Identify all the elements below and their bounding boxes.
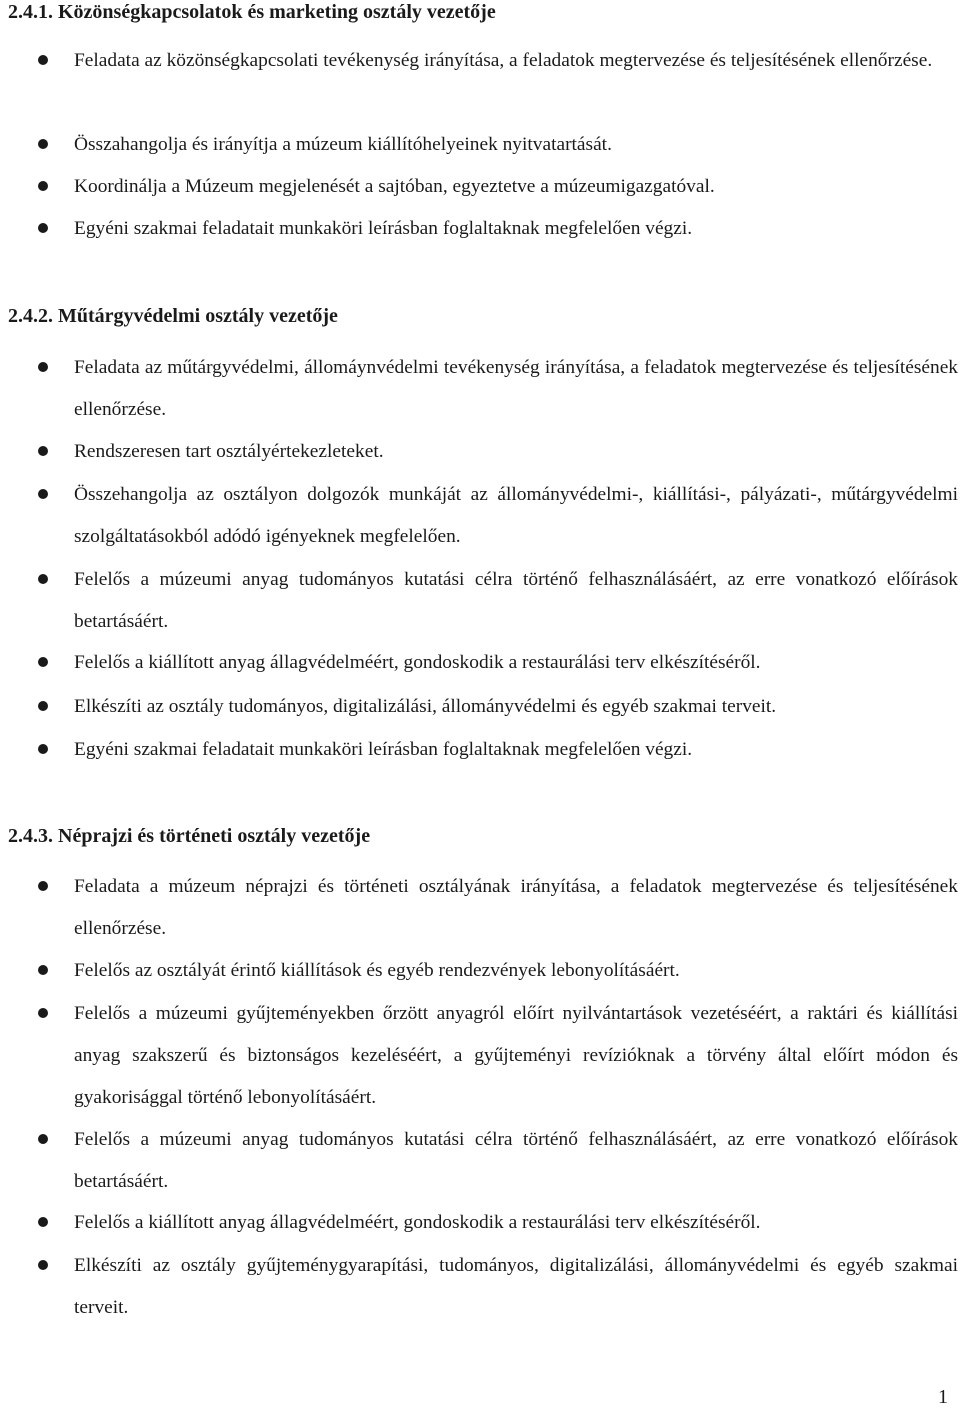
list-item: Elkészíti az osztály tudományos, digitalizálási, állományvédelmi és egyéb szakmai terveit. [74,686,958,728]
list-item: Felelős az osztályát érintő kiállítások és egyéb rendezvények lebonyolításáért. [74,950,958,992]
heading-number: 2.4.2. [8,305,53,327]
list-item: Egyéni szakmai feladatait munkaköri leírásban foglaltaknak megfelelően végzi. [74,208,958,250]
bullet-icon [38,574,48,584]
section-heading-2-4-1 [8,0,496,24]
bullet-icon [38,701,48,711]
list-item: Felelős a kiállított anyag állagvédelméért, gondoskodik a restaurálási terv elkészítéséről. [74,642,958,684]
list-item: Felelős a múzeumi anyag tudományos kutatási célra történő felhasználásáért, az erre vonatkozó előírások betartásáért. [74,559,958,643]
bullet-icon [38,55,48,65]
bullet-icon [38,744,48,754]
list-item: Felelős a kiállított anyag állagvédelméért, gondoskodik a restaurálási terv elkészítéséről. [74,1202,958,1244]
heading-title: Műtárgyvédelmi osztály vezetője [58,305,338,327]
list-item: Összahangolja és irányítja a múzeum kiállítóhelyeinek nyitvatartását. [74,124,958,166]
heading-number: 2.4.3. [8,825,53,847]
bullet-icon [38,489,48,499]
bullet-icon [38,223,48,233]
heading-title: Közönségkapcsolatok és marketing osztály vezetője [58,1,496,23]
heading-number: 2.4.1. [8,1,53,23]
list-item: Feladata a múzeum néprajzi és történeti osztályának irányítása, a feladatok megtervezése és teljesítésének ellenőrzése. [74,866,958,950]
list-item: Összehangolja az osztályon dolgozók munkáját az állományvédelmi-, kiállítási-, pályázati-, műtárgyvédelmi szolgáltatásokból adódó igényeknek megfelelően. [74,474,958,558]
list-item: Egyéni szakmai feladatait munkaköri leírásban foglaltaknak megfelelően végzi. [74,729,958,771]
bullet-icon [38,881,48,891]
bullet-icon [38,362,48,372]
bullet-icon [38,1260,48,1270]
bullet-icon [38,181,48,191]
list-item: Feladata az műtárgyvédelmi, állomáynvédelmi tevékenység irányítása, a feladatok megtervezése és teljesítésének ellenőrzése. [74,347,958,431]
list-item: Rendszeresen tart osztályértekezleteket. [74,431,958,473]
bullet-icon [38,446,48,456]
list-item: Felelős a múzeumi gyűjteményekben őrzött anyagról előírt nyilvántartások vezetéséért, a raktári és kiállítási anyag szakszerű és biztonságos kezeléséért, a gyűjteményi revízióknak a törvény által előírt módon és gyakorisággal történő lebonyolításáért. [74,993,958,1119]
bullet-icon [38,657,48,667]
bullet-icon [38,965,48,975]
bullet-icon [38,1217,48,1227]
page-number: 1 [938,1386,948,1408]
section-heading-2-4-3 [8,824,370,848]
bullet-icon [38,1134,48,1144]
list-item: Felelős a múzeumi anyag tudományos kutatási célra történő felhasználásáért, az erre vonatkozó előírások betartásáért. [74,1119,958,1203]
list-item: Koordinálja a Múzeum megjelenését a sajtóban, egyeztetve a múzeumigazgatóval. [74,166,958,208]
bullet-icon [38,139,48,149]
heading-title: Néprajzi és történeti osztály vezetője [58,825,371,847]
bullet-icon [38,1008,48,1018]
section-heading-2-4-2 [8,304,338,328]
list-item: Elkészíti az osztály gyűjteménygyarapítási, tudományos, digitalizálási, állományvédelmi és egyéb szakmai terveit. [74,1245,958,1329]
list-item: Feladata az közönségkapcsolati tevékenység irányítása, a feladatok megtervezése és teljesítésének ellenőrzése. [74,40,958,82]
